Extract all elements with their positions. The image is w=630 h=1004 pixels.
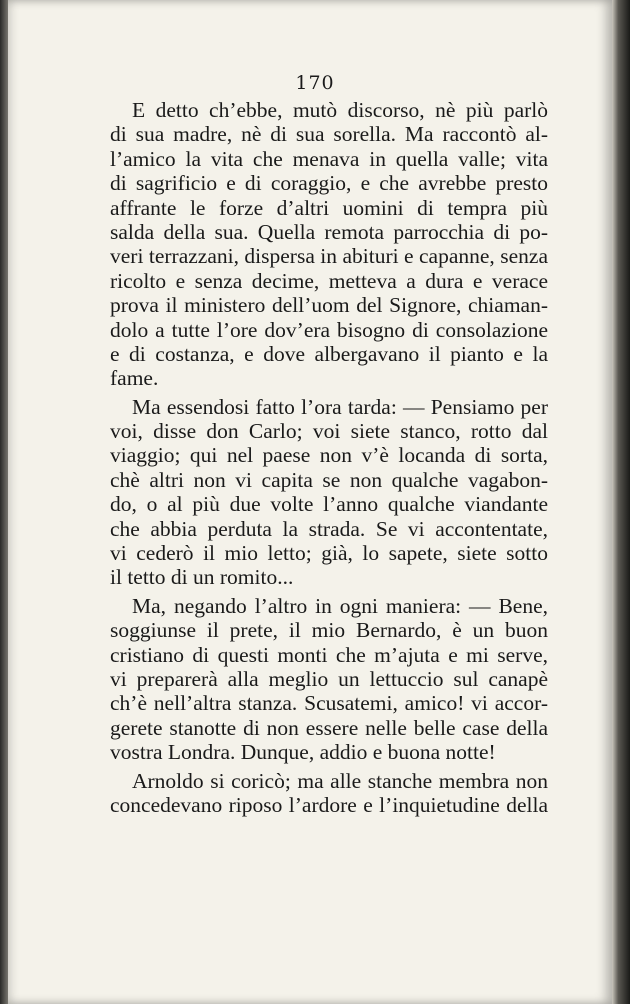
page-right-edge [612,0,630,1004]
text-line: Ma essendosi fatto l’ora tarda: — Pensiamo per [132,394,548,419]
text-line: il tetto di un romito... [110,565,294,590]
text-line: E detto ch’ebbe, mutò discorso, nè più parlò [132,98,548,122]
text-line: l’amico la vita che menava in quella valle; vita [110,146,548,171]
paragraph-4 [110,769,548,818]
text-line: dolo a tutte l’ore dov’era bisogno di consolazione [110,317,548,342]
paragraph-2 [110,395,548,590]
text-line: vi preparerà alla meglio un lettuccio sul canapè [110,666,548,691]
text-line: gerete stanotte di non essere nelle belle case della [110,715,548,740]
text-line: che abbia perduta la strada. Se vi accontentate, [110,516,548,541]
page-number: 170 [295,72,335,94]
text-line: e di costanza, e dove albergavano il pianto e la [110,341,548,366]
text-line: salda della sua. Quella remota parrocchia di po- [110,219,548,244]
text-line: viaggio; qui nel paese non v’è locanda di sorta, [110,443,548,468]
text-line: vostra Londra. Dunque, addio e buona notte! [110,740,496,765]
text-line: fame. [110,366,159,391]
text-line: voi, disse don Carlo; voi siete stanco, rotto dal [110,419,548,444]
text-line: soggiunse il prete, il mio Bernardo, è un buon [110,618,548,643]
text-line: do, o al più due volte l’anno qualche viandante [110,492,548,517]
text-line: cristiano di questi monti che m’ajuta e mi serve, [110,642,548,667]
text-line: di sagrificio e di coraggio, e che avrebbe presto [110,171,548,196]
text-line: Arnoldo si coricò; ma alle stanche membra non [132,768,548,793]
text-line: affrante le forze d’altri uomini di tempra più [110,195,548,220]
body-text [110,98,548,817]
text-line: concedevano riposo l’ardore e l’inquietudine della [110,792,548,817]
text-line: vi cederò il mio letto; già, lo sapete, siete sotto [110,541,548,566]
text-line: Ma, negando l’altro in ogni maniera: — Bene, [132,593,548,618]
text-line: veri terrazzani, dispersa in abituri e capanne, senza [110,244,548,269]
text-line: chè altri non vi capita se non qualche vagabon- [110,467,548,492]
paragraph-3 [110,594,548,765]
paragraph-1 [110,98,548,391]
text-line: ch’è nell’altra stanza. Scusatemi, amico! vi accor- [110,691,548,716]
text-line: di sua madre, nè di sua sorella. Ma raccontò al- [110,122,548,147]
text-line: prova il ministero dell’uom del Signore, chiaman- [110,293,548,318]
text-line: ricolto e senza decime, metteva a dura e verace [110,268,548,293]
